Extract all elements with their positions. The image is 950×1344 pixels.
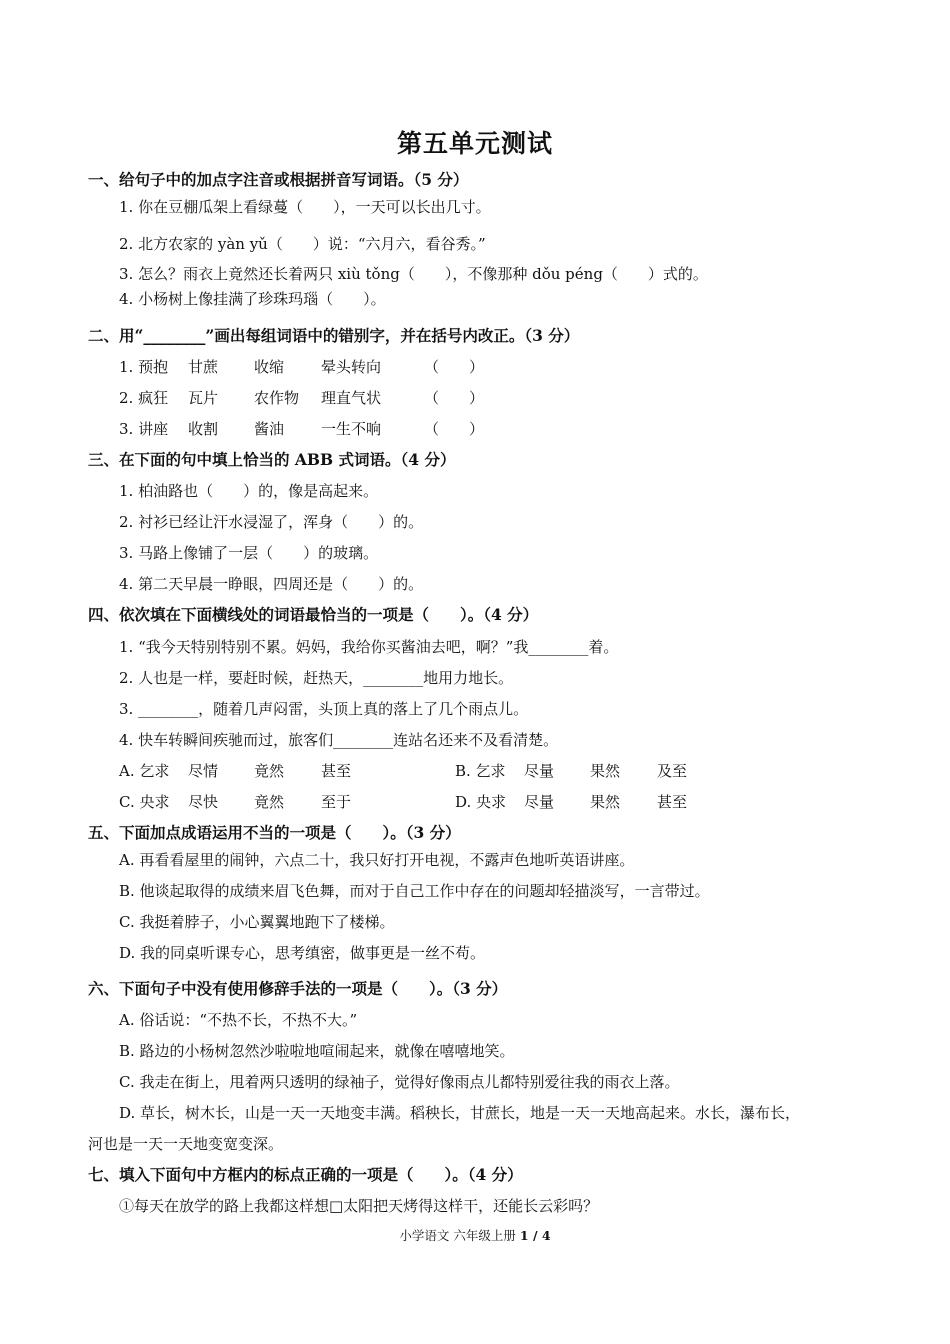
word-cell: 理直气状 [321, 389, 382, 407]
question-1-1: 1. 你在豆棚瓜架上看绿蔓（ ），一天可以长出几寸。 [119, 198, 491, 216]
page-footer [0, 1226, 950, 1244]
option-cell: 果然 [590, 762, 621, 780]
page-number: 1 / 4 [519, 1228, 551, 1243]
question-7-1: ①每天在放学的路上我都这样想□太阳把天烤得这样干，还能长云彩吗？ [119, 1197, 599, 1215]
option-cell: 果然 [590, 793, 621, 811]
question-4-4: 4. 快车转瞬间疾驰而过，旅客们________连站名还来不及看清楚。 [119, 731, 559, 749]
word-cell: 晕头转向 [321, 358, 382, 376]
option-cell: 竟然 [254, 793, 285, 811]
answer-bracket: （ ） [424, 420, 485, 438]
question-3-1: 1. 柏油路也（ ）的，像是高起来。 [119, 482, 379, 500]
option-cell: 甚至 [321, 762, 352, 780]
question-1-2: 2. 北方农家的 yàn yǔ（ ）说：“六月六，看谷秀。” [119, 235, 486, 253]
word-cell: 农作物 [254, 389, 300, 407]
section-heading-6: 六、下面句子中没有使用修辞手法的一项是（ ）。（3 分） [88, 979, 508, 998]
question-4-3: 3. ________，随着几声闷雷，头顶上真的落上了几个雨点儿。 [119, 700, 529, 718]
option-cell: 甚至 [657, 793, 688, 811]
word-cell: 2. 疯狂 [119, 389, 169, 407]
section-heading-7: 七、填入下面句中方框内的标点正确的一项是（ ）。（4 分） [88, 1165, 523, 1184]
section-heading-2: 二、用“________”画出每组词语中的错别字，并在括号内改正。（3 分） [88, 326, 580, 345]
question-4-1: 1. “我今天特别特别不累。妈妈，我给你买酱油去吧，啊？”我________着。 [119, 638, 619, 656]
section-heading-1: 一、给句子中的加点字注音或根据拼音写词语。（5 分） [88, 170, 469, 189]
option-cell: 至于 [321, 793, 352, 811]
word-cell: 3. 讲座 [119, 420, 169, 438]
word-cell: 酱油 [254, 420, 285, 438]
option-cell: 尽快 [188, 793, 219, 811]
page-title: 第五单元测试 [396, 129, 553, 158]
option-cell: 竟然 [254, 762, 285, 780]
option-cell: 及至 [657, 762, 688, 780]
question-6-c: C. 我走在街上，甩着两只透明的绿袖子，觉得好像雨点儿都特别爱往我的雨衣上落。 [119, 1073, 680, 1091]
question-3-2: 2. 衬衫已经让汗水浸湿了，浑身（ ）的。 [119, 513, 424, 531]
option-cell: C. 央求 [119, 793, 170, 811]
footer-course: 小学语文 六年级上册 [399, 1228, 516, 1243]
section-heading-3: 三、在下面的句中填上恰当的 ABB 式词语。（4 分） [88, 450, 456, 469]
question-6-d-continued: 河也是一天一天地变宽变深。 [88, 1135, 284, 1153]
word-cell: 收缩 [254, 358, 285, 376]
word-cell: 瓦片 [188, 389, 219, 407]
question-4-2: 2. 人也是一样，要赶时候，赶热天，________地用力地长。 [119, 669, 514, 687]
question-5-d: D. 我的同桌听课专心，思考缜密，做事更是一丝不苟。 [119, 944, 486, 962]
question-6-a: A. 俗话说：“不热不长，不热不大。” [119, 1011, 358, 1029]
option-cell: D. 央求 [455, 793, 507, 811]
word-cell: 1. 预抱 [119, 358, 169, 376]
option-cell: B. 乞求 [455, 762, 506, 780]
section-heading-5: 五、下面加点成语运用不当的一项是（ ）。（3 分） [88, 823, 461, 842]
section-heading-4: 四、依次填在下面横线处的词语最恰当的一项是（ ）。（4 分） [88, 605, 539, 624]
question-5-c: C. 我挺着脖子，小心翼翼地跑下了楼梯。 [119, 913, 395, 931]
question-6-b: B. 路边的小杨树忽然沙啦啦地喧闹起来，就像在嘻嘻地笑。 [119, 1042, 515, 1060]
word-cell: 收割 [188, 420, 219, 438]
option-cell: A. 乞求 [119, 762, 170, 780]
question-3-4: 4. 第二天早晨一睁眼，四周还是（ ）的。 [119, 575, 424, 593]
word-cell: 一生不响 [321, 420, 382, 438]
word-cell: 甘蔗 [188, 358, 219, 376]
option-cell: 尽量 [524, 762, 555, 780]
option-cell: 尽量 [524, 793, 555, 811]
answer-bracket: （ ） [424, 358, 485, 376]
answer-bracket: （ ） [424, 389, 485, 407]
option-cell: 尽情 [188, 762, 219, 780]
question-5-b: B. 他谈起取得的成绩来眉飞色舞，而对于自己工作中存在的问题却轻描淡写，一言带过。 [119, 882, 710, 900]
question-3-3: 3. 马路上像铺了一层（ ）的玻璃。 [119, 544, 379, 562]
question-6-d: D. 草长，树木长，山是一天一天地变丰满。稻秧长，甘蔗长，地是一天一天地高起来。水长，瀑布长， [119, 1104, 801, 1122]
question-1-4: 4. 小杨树上像挂满了珍珠玛瑙（ ）。 [119, 290, 386, 308]
question-5-a: A. 再看看屋里的闹钟，六点二十，我只好打开电视，不露声色地听英语讲座。 [119, 851, 635, 869]
question-1-3: 3. 怎么？雨衣上竟然还长着两只 xiù tǒng（ ），不像那种 dǒu péng（ ）式的。 [119, 265, 708, 283]
